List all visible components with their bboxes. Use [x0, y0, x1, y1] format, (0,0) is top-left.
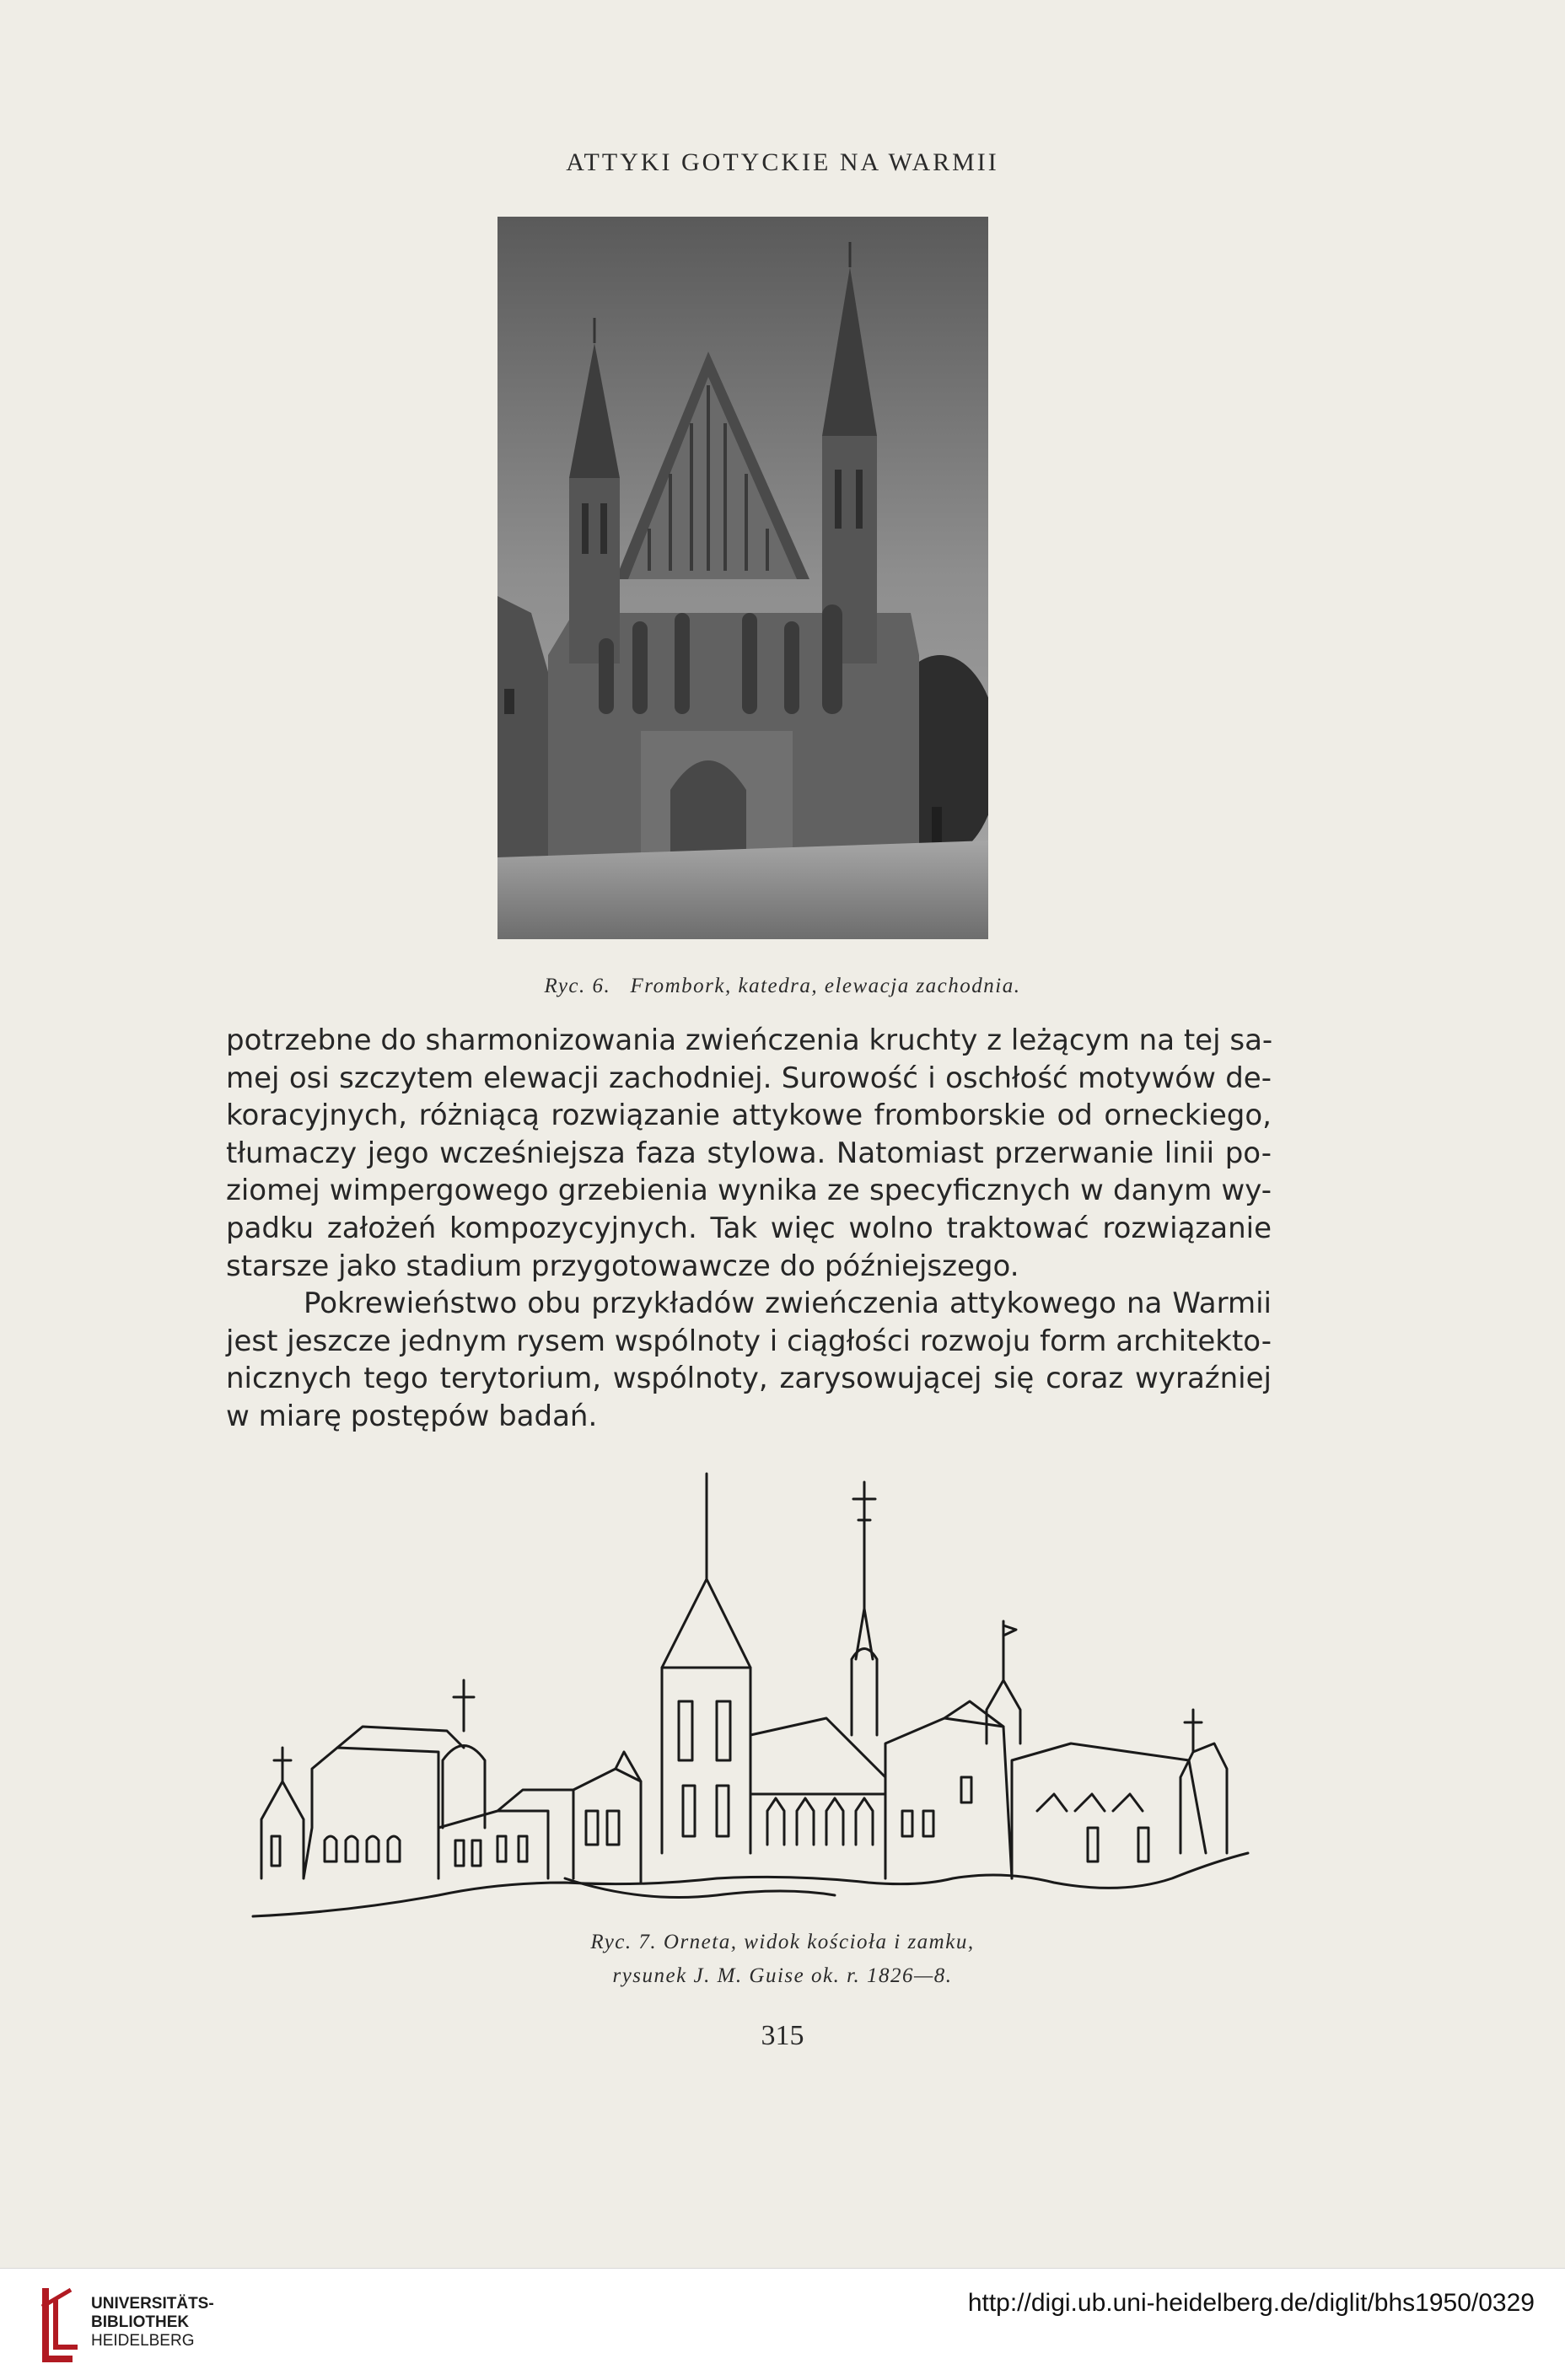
text-line: ziomej wimpergowego grzebienia wynika ze specyficznych w danym wy-: [226, 1174, 1272, 1208]
text-line: w miarę postępów badań.: [226, 1399, 598, 1433]
figure6-caption-num: Ryc. 6.: [544, 975, 611, 997]
text-line: mej osi szczytem elewacji zachodniej. Surowość i oschłość motywów de-: [226, 1061, 1272, 1095]
text-line: tłumaczy jego wcześniejsza faza stylowa. Natomiast przerwanie linii po-: [226, 1136, 1272, 1170]
page-number: 315: [761, 2020, 804, 2051]
library-logo-icon: [34, 2281, 84, 2366]
cathedral-photo: [497, 217, 988, 939]
figure7-caption-line1: Ryc. 7. Orneta, widok kościoła i zamku,: [590, 1931, 975, 1953]
text-line: Pokrewieństwo obu przykładów zwieńczenia attykowego na Warmii: [304, 1287, 1272, 1321]
library-name: [91, 2295, 214, 2350]
body-text: [226, 1022, 1272, 1436]
figure7-caption-line2: rysunek J. M. Guise ok. r. 1826—8.: [612, 1964, 953, 1987]
paragraph-2: [226, 1285, 1272, 1435]
library-name-line3: HEIDELBERG: [91, 2332, 195, 2350]
text-line: nicznych tego terytorium, wspólnoty, zarysowującej się coraz wyraźniej: [226, 1362, 1272, 1396]
text-line: potrzebne do sharmonizowania zwieńczenia kruchty z leżącym na tej sa-: [226, 1023, 1273, 1057]
orneta-drawing: [245, 1457, 1256, 1929]
footer-bar: [0, 2268, 1565, 2380]
running-title: ATTYKI GOTYCKIE NA WARMII: [566, 148, 999, 176]
permalink-url[interactable]: http://digi.ub.uni-heidelberg.de/diglit/bhs1950/0329: [967, 2289, 1535, 2317]
figure6-caption-text: Frombork, katedra, elewacja zachodnia.: [630, 975, 1021, 997]
text-line: jest jeszcze jednym rysem wspólnoty i ciągłości rozwoju form architekto-: [226, 1324, 1272, 1358]
text-line: starsze jako stadium przygotowawcze do późniejszego.: [226, 1249, 1019, 1283]
text-line: koracyjnych, różniącą rozwiązanie attykowe fromborskie od orneckiego,: [226, 1099, 1272, 1133]
cathedral-photo-icon: [497, 217, 988, 939]
library-name-line1: UNIVERSITÄTS-: [91, 2295, 214, 2313]
library-name-line2: BIBLIOTHEK: [91, 2313, 190, 2331]
figure6-caption: [0, 975, 1565, 998]
paragraph-1: [226, 1022, 1272, 1285]
text-line: padku założeń kompozycyjnych. Tak więc wolno traktować rozwiązanie: [226, 1211, 1272, 1245]
